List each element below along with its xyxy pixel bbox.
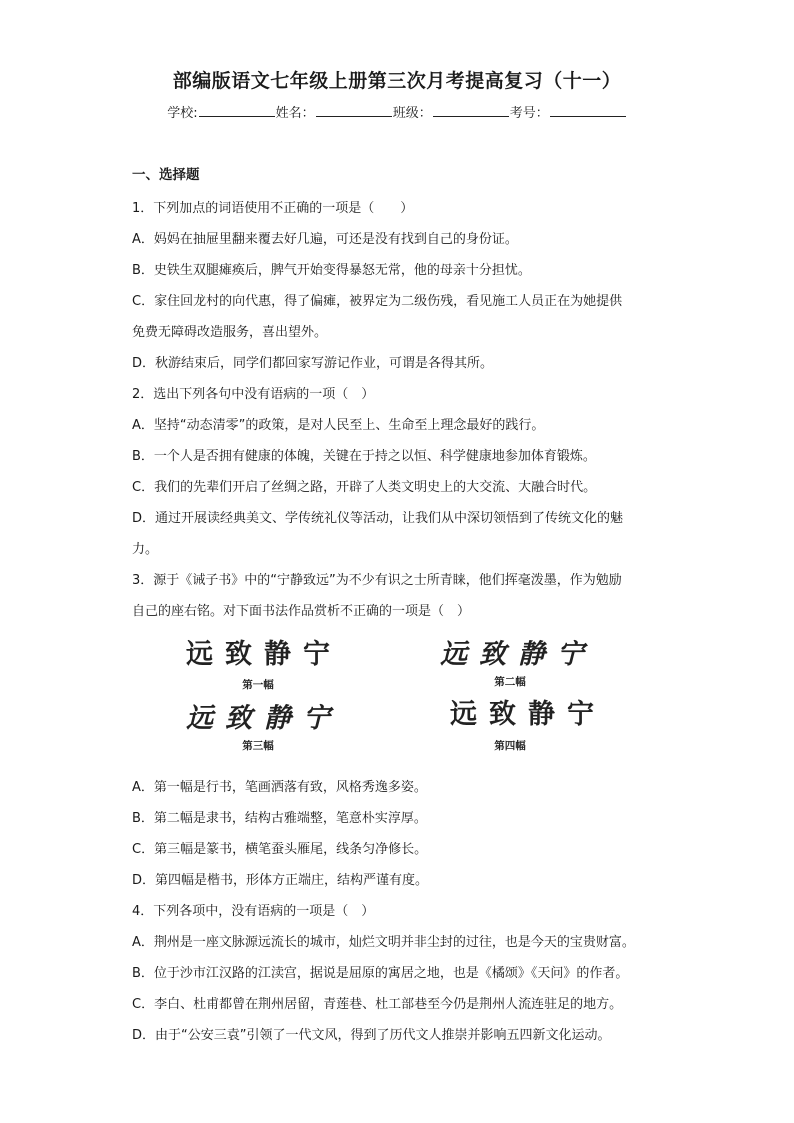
option-a[interactable]: A．第一幅是行书，笔画洒落有致，风格秀逸多姿。 xyxy=(132,780,427,795)
question-stem-continued: 自己的座右铭。对下面书法作品赏析不正确的一项是（ ） xyxy=(132,604,471,619)
option-c-continued[interactable]: 免费无障碍改造服务，喜出望外。 xyxy=(132,325,328,340)
calligraphy-caption-1: 第一幅 xyxy=(242,679,274,691)
class-blank[interactable] xyxy=(433,102,509,117)
option-d[interactable]: D．由于“公安三袁”引领了一代文风，得到了历代文人推崇并影响五四新文化运动。 xyxy=(132,1028,611,1043)
calligraphy-image-1: 远致静宁 xyxy=(186,639,342,670)
class-label: 班级： xyxy=(392,106,432,121)
calligraphy-image-2: 远致静宁 xyxy=(440,639,596,670)
option-d[interactable]: D．第四幅是楷书，形体方正端庄，结构严谨有度。 xyxy=(132,873,429,888)
name-blank[interactable] xyxy=(316,102,392,117)
option-d-continued[interactable]: 力。 xyxy=(132,542,159,557)
student-info-line xyxy=(0,102,794,121)
option-a[interactable]: A．坚持“动态清零”的政策，是对人民至上、生命至上理念最好的践行。 xyxy=(132,418,545,433)
option-c[interactable]: C．李白、杜甫都曾在荆州居留，青莲巷、杜工部巷至今仍是荆州人流连驻足的地方。 xyxy=(132,997,623,1012)
option-b[interactable]: B．一个人是否拥有健康的体魄，关键在于持之以恒、科学健康地参加体育锻炼。 xyxy=(132,449,596,464)
exam-no-label: 考号： xyxy=(509,106,549,121)
page-title: 部编版语文七年级上册第三次月考提高复习（十一） xyxy=(172,70,622,92)
question-3 xyxy=(132,565,672,896)
exam-no-blank[interactable] xyxy=(550,102,626,117)
calligraphy-caption-4: 第四幅 xyxy=(494,740,526,752)
school-blank[interactable] xyxy=(199,102,275,117)
calligraphy-caption-3: 第三幅 xyxy=(242,740,274,752)
question-2 xyxy=(132,379,672,565)
calligraphy-caption-2: 第二幅 xyxy=(494,676,526,688)
option-a[interactable]: A．荆州是一座文脉源远流长的城市，灿烂文明并非尘封的过往，也是今天的宝贵财富。 xyxy=(132,935,635,950)
option-b[interactable]: B．第二幅是隶书，结构古雅端整，笔意朴实淳厚。 xyxy=(132,811,427,826)
question-stem: 1．下列加点的词语使用不正确的一项是（ ） xyxy=(132,201,414,216)
option-d[interactable]: D．通过开展读经典美文、学传统礼仪等活动，让我们从中深切领悟到了传统文化的魅 xyxy=(132,511,624,526)
question-1 xyxy=(132,193,672,379)
question-4 xyxy=(132,896,672,1051)
question-stem: 2．选出下列各句中没有语病的一项（ ） xyxy=(132,387,375,402)
option-a[interactable]: A．妈妈在抽屉里翻来覆去好几遍，可还是没有找到自己的身份证。 xyxy=(132,232,518,247)
calligraphy-image-3: 远致静宁 xyxy=(186,703,342,734)
school-label: 学校: xyxy=(167,106,198,121)
question-content xyxy=(132,164,672,1051)
option-c[interactable]: C．我们的先辈们开启了丝绸之路，开辟了人类文明史上的大交流、大融合时代。 xyxy=(132,480,597,495)
question-stem: 4．下列各项中，没有语病的一项是（ ） xyxy=(132,904,375,919)
question-stem: 3．源于《诫子书》中的“宁静致远”为不少有识之士所青睐，他们挥毫泼墨，作为勉励 xyxy=(132,573,622,588)
calligraphy-figure xyxy=(132,638,672,764)
section-title: 一、选择题 xyxy=(132,167,200,183)
option-b[interactable]: B．史铁生双腿瘫痪后，脾气开始变得暴怒无常，他的母亲十分担忧。 xyxy=(132,263,531,278)
option-d[interactable]: D．秋游结束后，同学们都回家写游记作业，可谓是各得其所。 xyxy=(132,356,494,371)
name-label: 姓名： xyxy=(275,106,315,121)
option-b[interactable]: B．位于沙市江汉路的江渎宫，据说是屈原的寓居之地，也是《橘颂》《天问》的作者。 xyxy=(132,966,629,981)
option-c[interactable]: C．家住回龙村的向代惠，得了偏瘫，被界定为二级伤残，看见施工人员正在为她提供 xyxy=(132,294,623,309)
calligraphy-image-4: 远致静宁 xyxy=(450,699,606,730)
option-c[interactable]: C．第三幅是篆书，横笔蚕头雁尾，线条匀净修长。 xyxy=(132,842,428,857)
